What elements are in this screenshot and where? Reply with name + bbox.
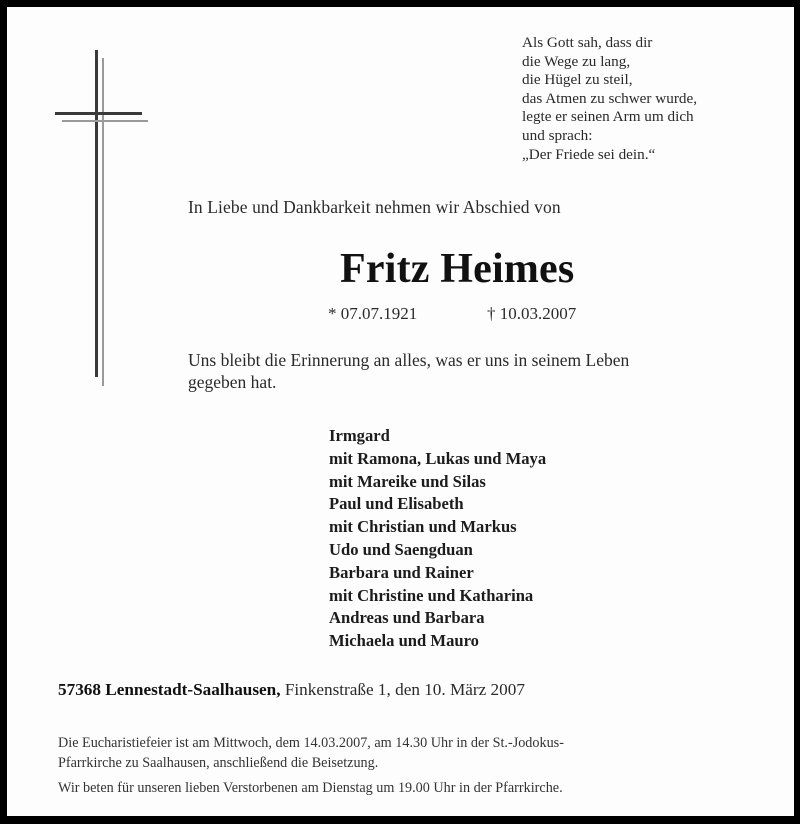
deceased-name: Fritz Heimes: [340, 246, 575, 292]
mourner-line: mit Mareike und Silas: [329, 471, 486, 491]
service-info: [58, 734, 748, 799]
memory-line: gegeben hat.: [188, 372, 277, 392]
service-line: Die Eucharistiefeier ist am Mittwoch, dem 14.03.2007, am 14.30 Uhr in der St.-Jodokus-: [58, 735, 564, 751]
memory-line: Uns bleibt die Erinnerung an alles, was er uns in seinem Leben: [188, 350, 630, 370]
poem: [522, 34, 697, 164]
birth-date: * 07.07.1921: [328, 304, 418, 323]
poem-line: und sprach:: [522, 126, 593, 144]
mourner-line: Michaela und Mauro: [329, 631, 479, 651]
poem-line: die Hügel zu steil,: [522, 71, 633, 89]
address-place: 57368 Lennestadt-Saalhausen,: [58, 680, 281, 699]
mourner-line: Barbara und Rainer: [329, 562, 474, 582]
mourner-line: Paul und Elisabeth: [329, 494, 464, 514]
mourner-line: Irmgard: [329, 426, 390, 445]
mourner-line: mit Ramona, Lukas und Maya: [329, 448, 547, 468]
death-date: † 10.03.2007: [487, 304, 577, 323]
poem-line: die Wege zu lang,: [522, 52, 631, 70]
address-details: Finkenstraße 1, den 10. März 2007: [280, 680, 525, 699]
farewell-intro: In Liebe und Dankbarkeit nehmen wir Abschied von: [188, 197, 561, 217]
mourner-line: mit Christian und Markus: [329, 517, 517, 537]
mourner-line: mit Christine und Katharina: [329, 585, 534, 605]
poem-line: das Atmen zu schwer wurde,: [522, 89, 698, 107]
mourner-line: Andreas und Barbara: [329, 608, 485, 628]
memory-text: [188, 349, 758, 393]
mourners-list: [329, 425, 546, 653]
poem-line: legte er seinen Arm um dich: [522, 108, 694, 126]
poem-line: Als Gott sah, dass dir: [522, 34, 653, 51]
address-line: [58, 680, 525, 700]
mourner-line: Udo und Saengduan: [329, 539, 473, 559]
obituary-notice: [7, 7, 794, 816]
service-line: Pfarrkirche zu Saalhausen, anschließend die Beisetzung.: [58, 754, 379, 771]
poem-line: „Der Friede sei dein.“: [522, 145, 656, 163]
prayer-line: Wir beten für unseren lieben Verstorbenen am Dienstag um 19.00 Uhr in der Pfarrkirche.: [58, 780, 563, 796]
